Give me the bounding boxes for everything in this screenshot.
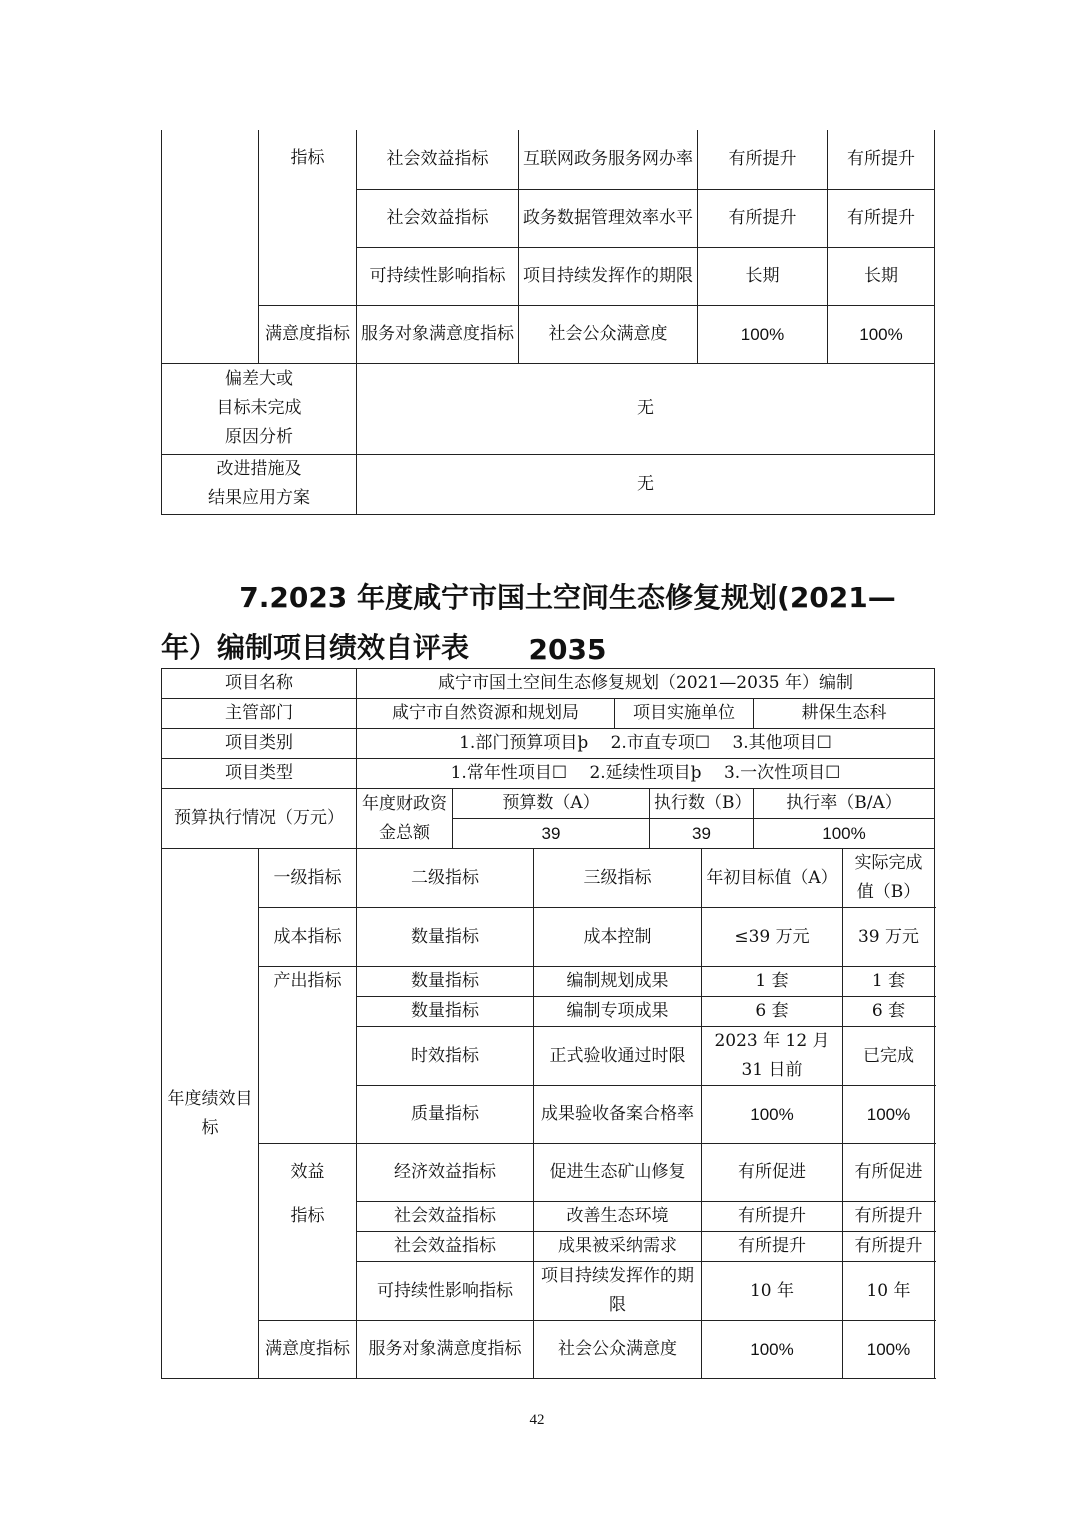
secondary-indicator: 社会效益指标 (357, 189, 519, 247)
tertiary-indicator: 正式验收通过时限 (534, 1027, 702, 1086)
target-value: 有所促进 (702, 1144, 843, 1202)
output-indicator-label: 产出指标 (259, 967, 357, 1144)
actual-value: 有所提升 (828, 189, 935, 247)
secondary-indicator: 质量指标 (357, 1086, 534, 1144)
actual-value: 有所促进 (843, 1144, 935, 1202)
tertiary-indicator: 改善生态环境 (534, 1202, 702, 1232)
actual-header: 实际完成值（B） (843, 849, 935, 908)
target-value: 10 年 (702, 1262, 843, 1321)
deviation-analysis-value: 无 (357, 363, 935, 454)
project-name-label: 项目名称 (162, 669, 357, 699)
tertiary-indicator: 编制专项成果 (534, 997, 702, 1027)
tertiary-indicator: 社会公众满意度 (519, 305, 698, 363)
self-evaluation-table (161, 668, 935, 1379)
target-value: 有所提升 (698, 189, 828, 247)
tertiary-indicator: 项目持续发挥作的期限 (534, 1262, 702, 1321)
secondary-indicator: 社会效益指标 (357, 130, 519, 189)
project-type-label: 项目类型 (162, 759, 357, 789)
level1-header: 一级指标 (259, 849, 357, 908)
benefit-indicator-label: 指标 (259, 130, 357, 305)
secondary-indicator: 经济效益指标 (357, 1144, 534, 1202)
level3-header: 三级指标 (534, 849, 702, 908)
satisfaction-indicator-label: 满意度指标 (259, 1321, 357, 1379)
improvement-measures-label: 改进措施及 结果应用方案 (162, 454, 357, 514)
actual-value: 39 万元 (843, 908, 935, 967)
tertiary-indicator: 社会公众满意度 (534, 1321, 702, 1379)
target-value: 2023 年 12 月 31 日前 (702, 1027, 843, 1086)
benefit-label-line1: 效益 (290, 1162, 325, 1182)
target-value: ≤39 万元 (702, 908, 843, 967)
tertiary-indicator: 成果验收备案合格率 (534, 1086, 702, 1144)
tertiary-indicator: 编制规划成果 (534, 967, 702, 997)
fund-total-label: 年度财政资金总额 (357, 789, 453, 849)
tertiary-indicator: 政务数据管理效率水平 (519, 189, 698, 247)
actual-value: 6 套 (843, 997, 935, 1027)
secondary-indicator: 社会效益指标 (357, 1202, 534, 1232)
department-value: 咸宁市自然资源和规划局 (392, 703, 579, 723)
deviation-analysis-label: 偏差大或 目标未完成 原因分析 (162, 363, 357, 454)
target-header: 年初目标值（A） (702, 849, 843, 908)
secondary-indicator: 数量指标 (357, 997, 534, 1027)
secondary-indicator: 数量指标 (357, 967, 534, 997)
tertiary-indicator: 互联网政务服务网办率 (519, 130, 698, 189)
tertiary-indicator: 成本控制 (534, 908, 702, 967)
actual-value: 长期 (828, 247, 935, 305)
actual-value: 有所提升 (828, 130, 935, 189)
target-value: 100% (702, 1321, 843, 1379)
rate-value: 100% (754, 819, 935, 849)
actual-value: 已完成 (843, 1027, 935, 1086)
benefit-indicator-label (259, 1144, 357, 1321)
project-category-label: 项目类别 (162, 729, 357, 759)
actual-value: 100% (843, 1321, 935, 1379)
section-heading-line2: 年）编制项目绩效自评表 (161, 631, 470, 664)
tertiary-indicator: 促进生态矿山修复 (534, 1144, 702, 1202)
project-type: 1.常年性项目☐ 2.延续性项目þ 3.一次性项目☐ (357, 759, 935, 789)
improvement-measures-value: 无 (357, 454, 935, 514)
actual-value: 10 年 (843, 1262, 935, 1321)
satisfaction-indicator-label: 满意度指标 (259, 305, 357, 363)
secondary-indicator: 服务对象满意度指标 (357, 305, 519, 363)
actual-value: 有所提升 (843, 1232, 935, 1262)
actual-value: 有所提升 (843, 1202, 935, 1232)
secondary-indicator: 可持续性影响指标 (357, 1262, 534, 1321)
actual-value: 100% (828, 305, 935, 363)
secondary-indicator: 时效指标 (357, 1027, 534, 1086)
performance-table-continued (161, 130, 935, 515)
budget-header: 预算数（A） (453, 789, 650, 819)
section-heading-line1: 7.2023 年度咸宁市国土空间生态修复规划(2021—2035 (239, 581, 896, 666)
target-value: 长期 (698, 247, 828, 305)
department (357, 699, 615, 729)
target-value: 有所提升 (702, 1232, 843, 1262)
secondary-indicator: 社会效益指标 (357, 1232, 534, 1262)
project-category: 1.部门预算项目þ 2.市直专项☐ 3.其他项目☐ (357, 729, 935, 759)
budget-execution-label: 预算执行情况（万元） (162, 789, 357, 849)
execution-value: 39 (650, 819, 754, 849)
annual-goal-cell-continued (162, 130, 259, 363)
rate-header: 执行率（B/A） (754, 789, 935, 819)
secondary-indicator: 服务对象满意度指标 (357, 1321, 534, 1379)
actual-value: 1 套 (843, 967, 935, 997)
impl-unit: 耕保生态科 (754, 699, 935, 729)
annual-goal-label: 年度绩效目标 (162, 849, 259, 1379)
target-value: 100% (698, 305, 828, 363)
target-value: 100% (702, 1086, 843, 1144)
tertiary-indicator: 成果被采纳需求 (534, 1232, 702, 1262)
secondary-indicator: 可持续性影响指标 (357, 247, 519, 305)
department-label: 主管部门 (162, 699, 357, 729)
impl-unit-label: 项目实施单位 (615, 699, 754, 729)
target-value: 有所提升 (698, 130, 828, 189)
secondary-indicator: 数量指标 (357, 908, 534, 967)
page-number: 42 (529, 1412, 545, 1428)
level2-header: 二级指标 (357, 849, 534, 908)
target-value: 有所提升 (702, 1202, 843, 1232)
benefit-label-line2: 指标 (290, 1206, 325, 1226)
cost-indicator-label: 成本指标 (259, 908, 357, 967)
actual-value: 100% (843, 1086, 935, 1144)
execution-header: 执行数（B） (650, 789, 754, 819)
tertiary-indicator: 项目持续发挥作的期限 (519, 247, 698, 305)
budget-value: 39 (453, 819, 650, 849)
project-name: 咸宁市国土空间生态修复规划（2021—2035 年）编制 (357, 669, 935, 699)
target-value: 6 套 (702, 997, 843, 1027)
target-value: 1 套 (702, 967, 843, 997)
